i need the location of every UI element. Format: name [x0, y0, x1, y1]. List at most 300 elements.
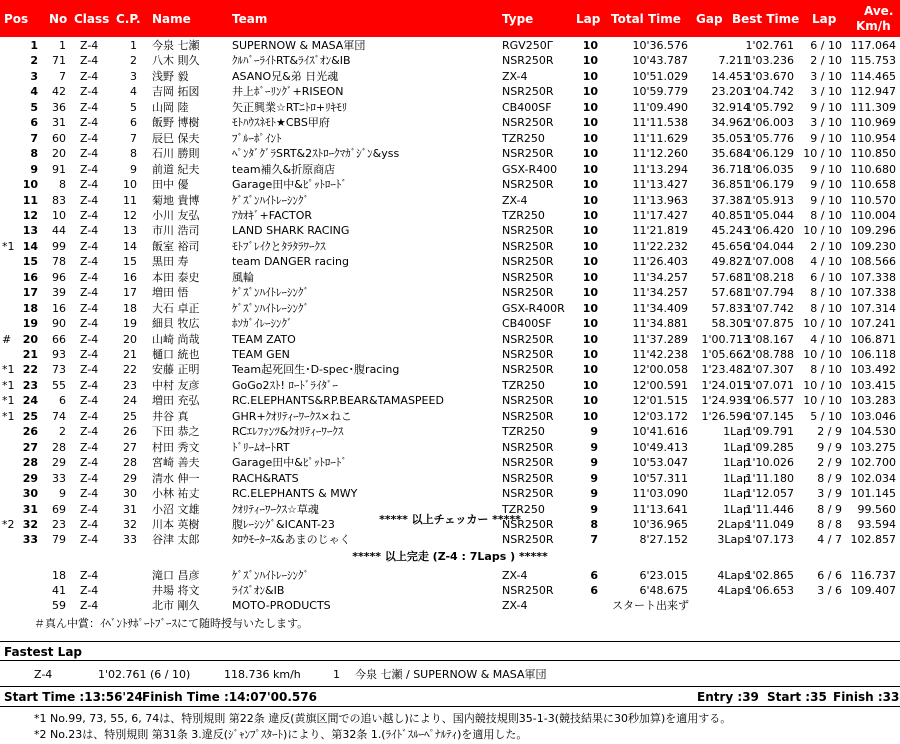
cell-type: GSX-R400	[502, 163, 558, 176]
cell-name: 清水 伸一	[152, 472, 200, 485]
cell-lap: 10	[582, 194, 598, 207]
table-row	[0, 348, 900, 362]
cell-gap: 36.718	[711, 163, 750, 176]
cell-time: 10'57.311	[632, 472, 688, 485]
table-row	[0, 410, 900, 424]
cell-best: 1'07.742	[745, 302, 794, 315]
cell-lap: 10	[582, 286, 598, 299]
cell-best: 1'09.285	[745, 441, 794, 454]
cell-bestlap: 8 / 8	[817, 518, 842, 531]
cell-gap: 14.453	[711, 70, 750, 83]
cell-no: 7	[59, 70, 66, 83]
cell-team: 井上ﾎﾞｰﾘﾝｸﾞ+RISEON	[232, 85, 344, 98]
cell-best: 1'07.008	[745, 255, 794, 268]
cell-pos: 27	[22, 441, 38, 454]
cell-pos: 19	[22, 317, 38, 330]
cell-avg: 110.004	[850, 209, 896, 222]
cell-cp: 33	[123, 533, 137, 546]
cell-bestlap: 3 / 10	[810, 116, 842, 129]
award-note: ＃真ん中賞：ｲﾍﾞﾝﾄｻﾎﾟｰﾄﾌﾞｰｽにて随時授与いたします。	[34, 617, 309, 630]
cell-gap: 35.684	[711, 147, 750, 160]
cell-team: ﾗｲｽﾞｵﾝ&IB	[232, 584, 285, 597]
cell-pos: 6	[30, 116, 38, 129]
penalty-note-2: *2 No.23は、特別規則 第31条 3.違反(ｼﾞｬﾝﾌﾟｽﾀｰﾄ)により、第32条 1.(ﾗｲﾄﾞｽﾙｰﾍﾟﾅﾙﾃｨ)を適用した。	[34, 728, 528, 741]
cell-note: *1	[2, 394, 15, 407]
cell-pos: 25	[22, 410, 38, 423]
cell-pos: 32	[22, 518, 38, 531]
cell-time: 11'17.427	[632, 209, 688, 222]
cell-avg: 103.046	[850, 410, 896, 423]
header-cp: C.P.	[116, 12, 141, 26]
cell-lap: 10	[582, 147, 598, 160]
cell-name: 山崎 尚哉	[152, 333, 200, 346]
cell-gap: 1Lap	[723, 441, 750, 454]
cell-no: 42	[52, 85, 66, 98]
cell-lap: 10	[582, 116, 598, 129]
cell-team: ﾎｿｶﾞｲﾚｰｼﾝｸﾞ	[232, 317, 293, 330]
fastest-lap-time: 1'02.761 (6 / 10)	[98, 668, 191, 681]
cell-no: 29	[52, 456, 66, 469]
cell-avg: 102.857	[850, 533, 896, 546]
cell-gap: 1'24.015	[701, 379, 750, 392]
cell-note: *1	[2, 363, 15, 376]
cell-lap: 10	[582, 410, 598, 423]
cell-cp: 13	[123, 224, 137, 237]
cell-cls: Z-4	[80, 70, 99, 83]
cell-type: NSR250R	[502, 240, 554, 253]
section-separator-label: ***** 以上完走 (Z-4 : 7Laps ) *****	[352, 550, 548, 563]
cell-pos: 1	[30, 39, 38, 52]
cell-best: 1'11.446	[745, 503, 794, 516]
cell-pos: 10	[22, 178, 38, 191]
cell-name: 八木 則久	[152, 54, 200, 67]
cell-no: 36	[52, 101, 66, 114]
cell-cp: 5	[130, 101, 137, 114]
cell-avg: 104.530	[850, 425, 896, 438]
cell-bestlap: 4 / 10	[810, 255, 842, 268]
cell-team: SUPERNOW & MASA軍団	[232, 39, 366, 52]
header-total-time: Total Time	[611, 12, 681, 26]
cell-avg: 112.947	[850, 85, 896, 98]
cell-gap: 1Lap	[723, 425, 750, 438]
cell-name: 村田 秀文	[152, 441, 200, 454]
cell-team: LAND SHARK RACING	[232, 224, 350, 237]
cell-best: 1'05.776	[745, 132, 794, 145]
cell-cls: Z-4	[80, 178, 99, 191]
cell-type: ZX-4	[502, 599, 528, 612]
cell-time: 6'23.015	[639, 569, 688, 582]
cell-no: 93	[52, 348, 66, 361]
cell-best: 1'05.044	[745, 209, 794, 222]
cell-avg: 111.309	[850, 101, 896, 114]
table-row	[0, 363, 900, 377]
cell-team: ｸｵﾘﾃｨｰﾜｰｸｽ☆草魂	[232, 503, 319, 516]
cell-bestlap: 2 / 10	[810, 54, 842, 67]
cell-team: TEAM ZATO	[232, 333, 296, 346]
cell-type: RGV250Γ	[502, 39, 553, 52]
cell-best: 1'06.420	[745, 224, 794, 237]
cell-cls: Z-4	[80, 456, 99, 469]
cell-type: NSR250R	[502, 147, 554, 160]
cell-best: 1'07.071	[745, 379, 794, 392]
cell-cp: 14	[123, 240, 137, 253]
table-row	[0, 116, 900, 130]
cell-bestlap: 6 / 10	[810, 271, 842, 284]
cell-type: NSR250R	[502, 394, 554, 407]
cell-best: 1'11.180	[745, 472, 794, 485]
cell-best: 1'02.761	[745, 39, 794, 52]
divider	[0, 706, 900, 707]
cell-gap: 1'26.596	[701, 410, 750, 423]
cell-name: 石川 勝則	[152, 147, 200, 160]
cell-lap: 10	[582, 302, 598, 315]
cell-time: 11'34.409	[632, 302, 688, 315]
cell-time: 11'34.257	[632, 271, 688, 284]
header-lap: Lap	[576, 12, 601, 26]
cell-bestlap: 2 / 9	[817, 456, 842, 469]
cell-avg: 103.283	[850, 394, 896, 407]
cell-no: 39	[52, 286, 66, 299]
header-team: Team	[232, 12, 268, 26]
cell-cls: Z-4	[80, 194, 99, 207]
cell-type: NSR250R	[502, 533, 554, 546]
cell-lap: 10	[582, 101, 598, 114]
cell-type: CB400SF	[502, 317, 552, 330]
table-row	[0, 487, 900, 501]
cell-gap: 40.851	[711, 209, 750, 222]
cell-lap: 8	[590, 518, 598, 531]
table-row	[0, 209, 900, 223]
cell-type: NSR250R	[502, 255, 554, 268]
cell-best: 1'06.179	[745, 178, 794, 191]
cell-type: GSX-R400R	[502, 302, 565, 315]
cell-no: 91	[52, 163, 66, 176]
cell-pos: 9	[30, 163, 38, 176]
cell-no: 8	[59, 178, 66, 191]
cell-lap: 10	[582, 317, 598, 330]
cell-lap: 6	[590, 569, 598, 582]
cell-avg: 103.492	[850, 363, 896, 376]
cell-team: team DANGER racing	[232, 255, 349, 268]
cell-cp: 1	[130, 39, 137, 52]
cell-cp: 30	[123, 487, 137, 500]
cell-cp: 29	[123, 472, 137, 485]
cell-time: 11'11.629	[632, 132, 688, 145]
cell-type: NSR250R	[502, 271, 554, 284]
cell-lap: 10	[582, 333, 598, 346]
cell-avg: 110.570	[850, 194, 896, 207]
cell-name: 田中 優	[152, 178, 189, 191]
cell-best: 1'04.044	[745, 240, 794, 253]
table-row	[0, 584, 900, 598]
cell-no: 55	[52, 379, 66, 392]
cell-team: Garage田中&ﾋﾟｯﾄﾛｰﾄﾞ	[232, 178, 347, 191]
cell-avg: 107.314	[850, 302, 896, 315]
cell-name: 黒田 寿	[152, 255, 189, 268]
cell-bestlap: 2 / 9	[817, 425, 842, 438]
table-row	[0, 302, 900, 316]
cell-pos: 14	[22, 240, 38, 253]
cell-team: team補久&折原商店	[232, 163, 336, 176]
table-row	[0, 132, 900, 146]
cell-gap: 57.681	[711, 286, 750, 299]
cell-avg: 116.737	[850, 569, 896, 582]
cell-bestlap: 8 / 10	[810, 286, 842, 299]
cell-lap: 10	[582, 255, 598, 268]
cell-gap: 34.962	[711, 116, 750, 129]
table-row	[0, 599, 900, 613]
start-count: Start :35	[767, 690, 827, 704]
cell-cls: Z-4	[80, 101, 99, 114]
cell-no: 6	[59, 394, 66, 407]
cell-cp: 15	[123, 255, 137, 268]
cell-cp: 22	[123, 363, 137, 376]
cell-time: 11'37.289	[632, 333, 688, 346]
cell-type: NSR250R	[502, 584, 554, 597]
cell-cp: 18	[123, 302, 137, 315]
table-row	[0, 533, 900, 547]
table-row	[0, 101, 900, 115]
cell-type: ZX-4	[502, 569, 528, 582]
cell-lap: 10	[582, 348, 598, 361]
cell-bestlap: 3 / 10	[810, 85, 842, 98]
cell-name: 浅野 毅	[152, 70, 189, 83]
cell-time: 11'12.260	[632, 147, 688, 160]
cell-name: 前道 紀夫	[152, 163, 200, 176]
cell-type: ZX-4	[502, 194, 528, 207]
cell-avg: 106.871	[850, 333, 896, 346]
cell-no: 90	[52, 317, 66, 330]
cell-no: 69	[52, 503, 66, 516]
cell-note: *1	[2, 379, 15, 392]
cell-bestlap: 8 / 9	[817, 503, 842, 516]
cell-avg: 108.566	[850, 255, 896, 268]
cell-pos: 16	[22, 271, 38, 284]
cell-bestlap: 8 / 10	[810, 209, 842, 222]
cell-pos: 7	[30, 132, 38, 145]
table-row	[0, 425, 900, 439]
cell-no: 79	[52, 533, 66, 546]
cell-gap: 36.851	[711, 178, 750, 191]
cell-cp: 3	[130, 70, 137, 83]
table-row	[0, 85, 900, 99]
cell-pos: 24	[22, 394, 38, 407]
cell-name: 山岡 陸	[152, 101, 189, 114]
finish-time: Finish Time :14:07'00.576	[142, 690, 317, 704]
cell-type: NSR250R	[502, 333, 554, 346]
cell-time: 11'34.881	[632, 317, 688, 330]
cell-team: ｹﾞｽﾞﾝﾊｲﾄﾚｰｼﾝｸﾞ	[232, 302, 309, 315]
table-row	[0, 286, 900, 300]
cell-cp: 4	[130, 85, 137, 98]
cell-no: 71	[52, 54, 66, 67]
cell-avg: 114.465	[850, 70, 896, 83]
cell-name: 下田 恭之	[152, 425, 200, 438]
cell-gap: 1'00.713	[701, 333, 750, 346]
cell-time: 11'22.232	[632, 240, 688, 253]
cell-lap: 10	[582, 132, 598, 145]
table-row	[0, 255, 900, 269]
cell-bestlap: 6 / 6	[817, 569, 842, 582]
cell-best: 1'07.145	[745, 410, 794, 423]
cell-cls: Z-4	[80, 54, 99, 67]
cell-team: RCｴﾚﾌｧﾝﾂ&ｸｵﾘﾃｨｰﾜｰｸｽ	[232, 425, 344, 438]
cell-cp: 17	[123, 286, 137, 299]
cell-time: 12'01.515	[632, 394, 688, 407]
divider	[0, 686, 900, 687]
cell-cls: Z-4	[80, 348, 99, 361]
cell-cls: Z-4	[80, 379, 99, 392]
table-row	[0, 271, 900, 285]
cell-gap: 2Laps	[717, 518, 750, 531]
cell-time: 6'48.675	[639, 584, 688, 597]
cell-cp: 2	[130, 54, 137, 67]
cell-name: 大石 卓正	[152, 302, 200, 315]
cell-name: 樋口 統也	[152, 348, 200, 361]
cell-pos: 11	[22, 194, 38, 207]
cell-team: 矢正興業☆RTﾆﾄﾛ+ﾘｷﾓﾘ	[232, 101, 348, 114]
cell-no: 44	[52, 224, 66, 237]
cell-time: 11'13.963	[632, 194, 688, 207]
cell-cp: 7	[130, 132, 137, 145]
cell-lap: 10	[582, 379, 598, 392]
table-row	[0, 379, 900, 393]
table-row	[0, 147, 900, 161]
cell-best: 1'03.670	[745, 70, 794, 83]
cell-no: 41	[52, 584, 66, 597]
cell-avg: 107.338	[850, 271, 896, 284]
table-row	[0, 224, 900, 238]
cell-team: ﾓﾄﾊｳｽﾈﾓﾄ★CBS甲府	[232, 116, 330, 129]
race-summary-footer	[0, 690, 900, 704]
cell-time: 10'41.616	[632, 425, 688, 438]
fastest-lap-speed: 118.736 km/h	[224, 668, 301, 681]
fastest-lap-no: 1	[333, 668, 340, 681]
cell-no: 66	[52, 333, 66, 346]
cell-avg: 102.034	[850, 472, 896, 485]
cell-avg: 110.969	[850, 116, 896, 129]
cell-avg: 103.275	[850, 441, 896, 454]
cell-name: 安藤 正明	[152, 363, 200, 376]
cell-name: 吉岡 拓図	[152, 85, 200, 98]
cell-team: ﾓﾄﾌﾞﾚｲｸとﾀﾗﾀﾗﾜｰｸｽ	[232, 240, 326, 253]
cell-bestlap: 5 / 10	[810, 410, 842, 423]
cell-type: NSR250R	[502, 487, 554, 500]
table-row	[0, 472, 900, 486]
cell-bestlap: 10 / 10	[803, 394, 842, 407]
cell-note: *2	[2, 518, 15, 531]
cell-type: NSR250R	[502, 286, 554, 299]
cell-pos: 26	[22, 425, 38, 438]
cell-pos: 3	[30, 70, 38, 83]
cell-pos: 2	[30, 54, 38, 67]
cell-bestlap: 6 / 10	[810, 39, 842, 52]
cell-bestlap: 8 / 10	[810, 363, 842, 376]
cell-cls: Z-4	[80, 209, 99, 222]
cell-time: 11'26.403	[632, 255, 688, 268]
table-row	[0, 240, 900, 254]
cell-best: 1'09.791	[745, 425, 794, 438]
cell-cls: Z-4	[80, 410, 99, 423]
cell-cls: Z-4	[80, 302, 99, 315]
cell-note: #	[2, 333, 12, 346]
cell-name: 井谷 真	[152, 410, 189, 423]
cell-cp: 11	[123, 194, 137, 207]
cell-cls: Z-4	[80, 569, 99, 582]
cell-note: *1	[2, 240, 15, 253]
cell-best: 1'07.875	[745, 317, 794, 330]
cell-no: 16	[52, 302, 66, 315]
cell-lap: 10	[582, 39, 598, 52]
cell-avg: 93.594	[857, 518, 896, 531]
cell-lap: 10	[582, 70, 598, 83]
cell-team: TEAM GEN	[232, 348, 290, 361]
cell-cp: 31	[123, 503, 137, 516]
results-table-header	[0, 0, 900, 37]
cell-bestlap: 9 / 10	[810, 178, 842, 191]
cell-bestlap: 8 / 9	[817, 472, 842, 485]
cell-pos: 4	[30, 85, 38, 98]
cell-avg: 109.407	[850, 584, 896, 597]
cell-lap: 10	[582, 178, 598, 191]
cell-type: NSR250R	[502, 224, 554, 237]
cell-bestlap: 9 / 10	[810, 163, 842, 176]
divider	[0, 660, 900, 661]
cell-bestlap: 10 / 10	[803, 379, 842, 392]
cell-gap: 57.833	[711, 302, 750, 315]
cell-time: 12'03.172	[632, 410, 688, 423]
table-row	[0, 317, 900, 331]
cell-name: 細貝 牧広	[152, 317, 200, 330]
cell-name: 川本 英樹	[152, 518, 200, 531]
cell-team: 風輪	[232, 271, 254, 284]
cell-no: 2	[59, 425, 66, 438]
cell-no: 78	[52, 255, 66, 268]
cell-type: NSR250R	[502, 178, 554, 191]
cell-no: 1	[59, 39, 66, 52]
cell-note: *1	[2, 410, 15, 423]
table-row	[0, 163, 900, 177]
cell-name: 飯野 博樹	[152, 116, 200, 129]
cell-type: NSR250R	[502, 518, 554, 531]
cell-lap: 9	[590, 425, 598, 438]
cell-cls: Z-4	[80, 487, 99, 500]
cell-cp: 21	[123, 348, 137, 361]
cell-lap: 10	[582, 394, 598, 407]
cell-gap: 1'23.482	[701, 363, 750, 376]
cell-team: GoGo2ｽﾄ! ﾛｰﾄﾞﾗｲﾀﾞｰ	[232, 379, 338, 392]
cell-time: 10'53.047	[632, 456, 688, 469]
cell-bestlap: 10 / 10	[803, 147, 842, 160]
cell-type: NSR250R	[502, 116, 554, 129]
cell-lap: 9	[590, 503, 598, 516]
cell-type: NSR250R	[502, 348, 554, 361]
cell-type: ZX-4	[502, 70, 528, 83]
cell-team: RC.ELEPHANTS&RP.BEAR&TAMASPEED	[232, 394, 444, 407]
cell-no: 20	[52, 147, 66, 160]
cell-best: 1'08.167	[745, 333, 794, 346]
cell-no: 96	[52, 271, 66, 284]
cell-avg: 109.230	[850, 240, 896, 253]
cell-team: 腹ﾚｰｼﾝｸﾞ&ICANT-23	[232, 518, 335, 531]
cell-bestlap: 2 / 10	[810, 240, 842, 253]
cell-lap: 7	[590, 533, 598, 546]
cell-name: 今泉 七瀬	[152, 39, 200, 52]
cell-team: MOTO-PRODUCTS	[232, 599, 331, 612]
cell-no: 31	[52, 116, 66, 129]
cell-lap: 10	[582, 363, 598, 376]
cell-no: 99	[52, 240, 66, 253]
